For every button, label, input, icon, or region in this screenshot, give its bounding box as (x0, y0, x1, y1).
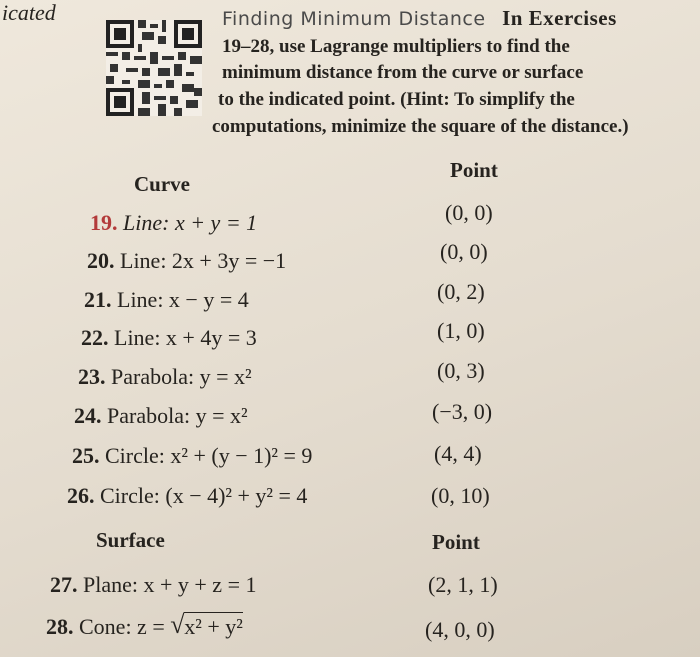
intro-line-3: to the indicated point. (Hint: To simplify the (218, 89, 575, 110)
point-19: (0, 0) (445, 200, 493, 225)
exercise-24: 24. Parabola: y = x² (74, 403, 248, 428)
exercise-19: 19. Line: x + y = 1 (90, 210, 258, 235)
point-25: (4, 4) (434, 441, 482, 466)
point-26: (0, 10) (431, 483, 490, 508)
section-heading (222, 6, 617, 31)
point-22: (1, 0) (437, 318, 485, 343)
qr-code (106, 20, 202, 116)
point-20: (0, 0) (440, 239, 488, 264)
curve-column-header: Curve (134, 172, 190, 196)
exercise-23: 23. Parabola: y = x² (78, 364, 252, 389)
exercise-25: 25. Circle: x² + (y − 1)² = 9 (72, 443, 313, 468)
exercise-27: 27. Plane: x + y + z = 1 (50, 572, 257, 597)
point-21: (0, 2) (437, 279, 485, 304)
point-column-header-2: Point (432, 530, 480, 554)
exercise-22: 22. Line: x + 4y = 3 (81, 325, 257, 350)
intro-line-4: computations, minimize the square of the distance.) (212, 116, 629, 137)
point-column-header: Point (450, 158, 498, 182)
in-exercises-label: In Exercises (502, 6, 617, 30)
heading-title: Finding Minimum Distance (222, 8, 486, 30)
point-23: (0, 3) (437, 358, 485, 383)
exercise-26: 26. Circle: (x − 4)² + y² = 4 (67, 483, 308, 508)
sqrt-symbol: √ x² + y² (170, 614, 243, 640)
cropped-text-fragment: icated (2, 0, 56, 25)
surface-column-header: Surface (96, 528, 165, 552)
point-24: (−3, 0) (432, 399, 493, 424)
exercise-20: 20. Line: 2x + 3y = −1 (87, 248, 287, 273)
point-27: (2, 1, 1) (428, 572, 498, 597)
point-28: (4, 0, 0) (425, 617, 495, 642)
intro-line-1: 19–28, use Lagrange multipliers to find the (222, 36, 570, 57)
intro-line-2: minimum distance from the curve or surface (222, 62, 584, 83)
exercise-28: 28. Cone: z = √ x² + y² (46, 614, 243, 640)
exercise-21: 21. Line: x − y = 4 (84, 287, 249, 312)
